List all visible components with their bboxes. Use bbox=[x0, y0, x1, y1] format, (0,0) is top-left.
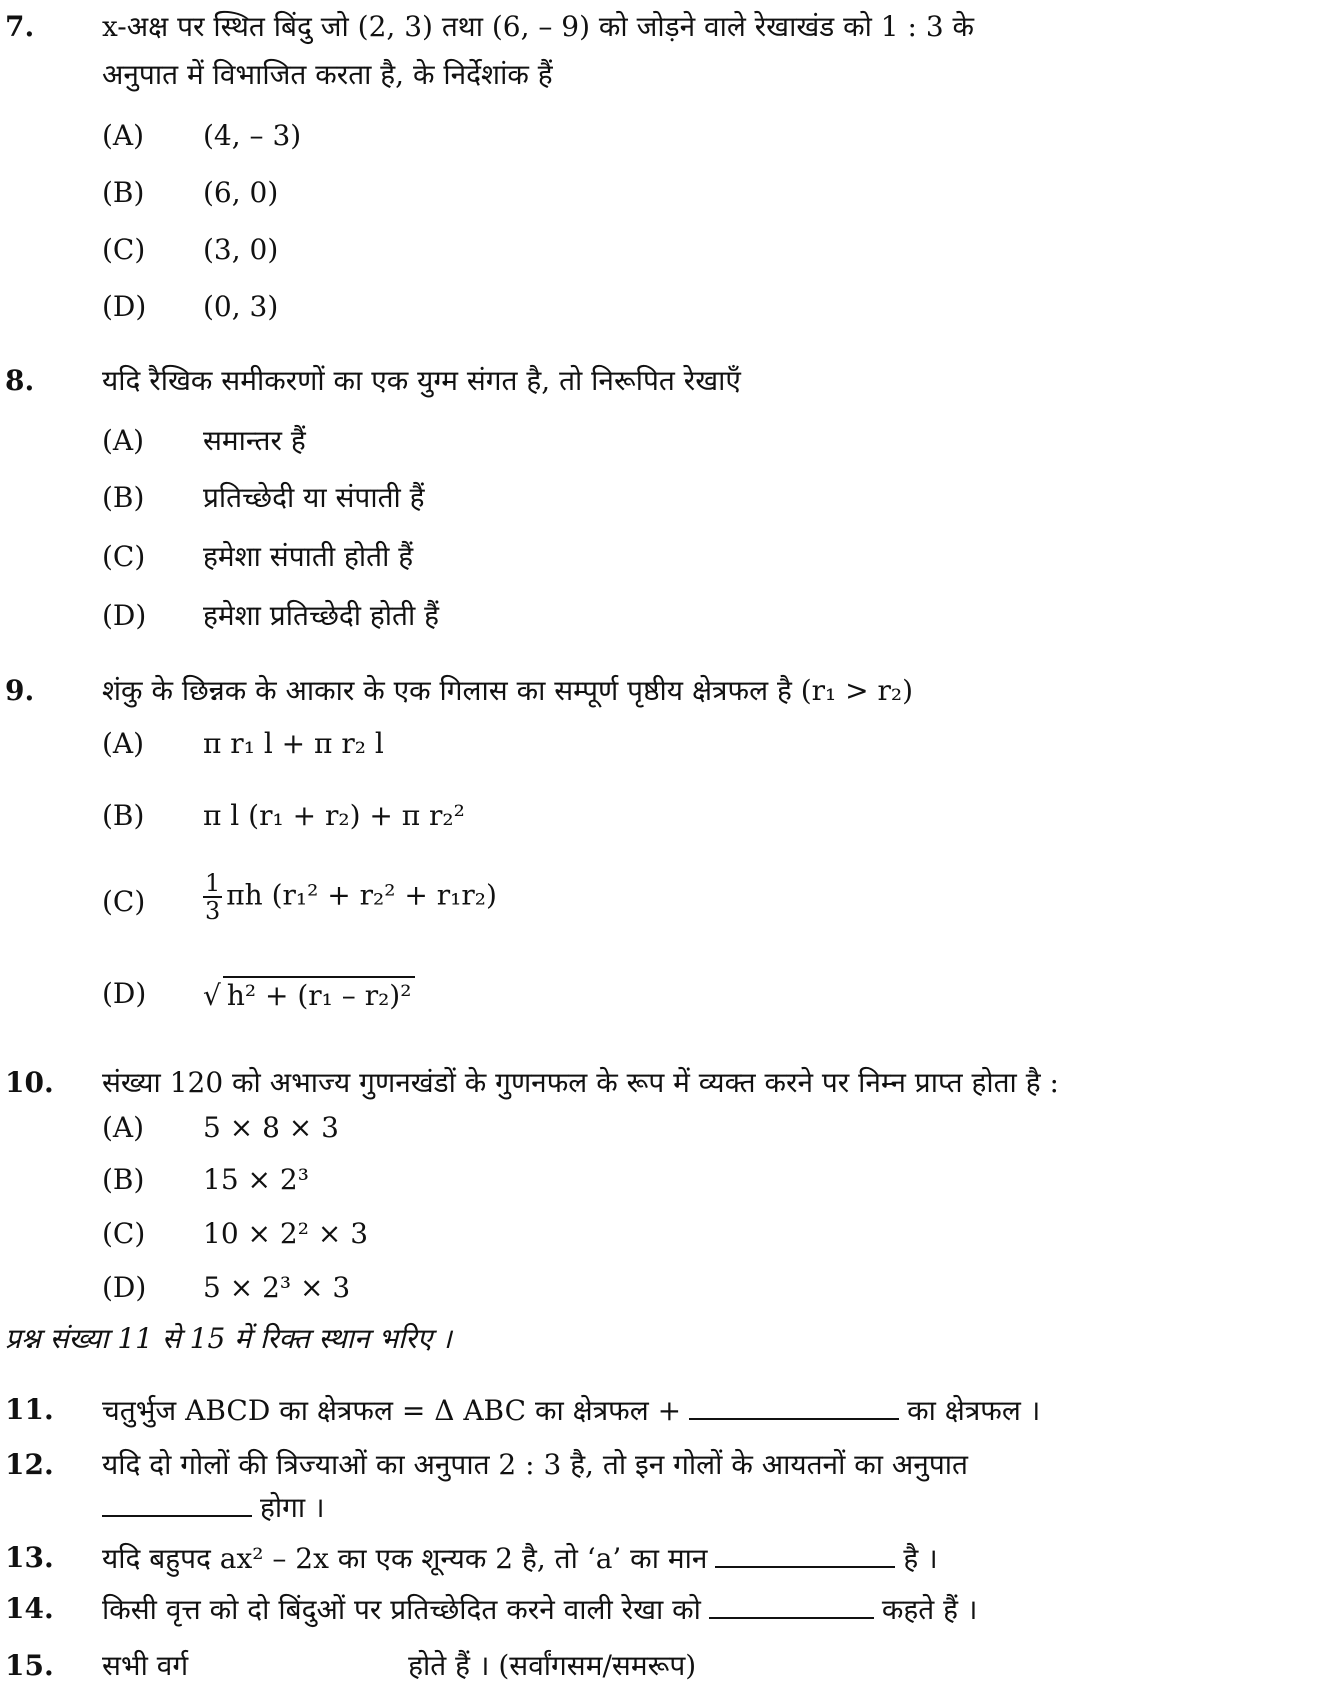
option-value: (4, – 3) bbox=[203, 119, 302, 152]
question-number: 9. bbox=[5, 674, 35, 707]
option-label: (A) bbox=[102, 1111, 145, 1144]
question-text bbox=[102, 1540, 938, 1577]
text-after: का क्षेत्रफल । bbox=[907, 1394, 1041, 1427]
question-number: 12. bbox=[5, 1448, 54, 1481]
question-text: यदि रैखिक समीकरणों का एक युग्म संगत है, तो निरूपित रेखाएँ bbox=[102, 364, 741, 397]
answer-blank bbox=[709, 1591, 874, 1619]
question-number: 11. bbox=[5, 1393, 54, 1426]
answer-blank bbox=[102, 1489, 252, 1517]
option-label: (C) bbox=[102, 540, 146, 573]
option-value: (0, 3) bbox=[203, 290, 279, 323]
option-label: (C) bbox=[102, 233, 146, 266]
option-value: π r₁ l + π r₂ l bbox=[203, 727, 384, 760]
text-after: है । bbox=[903, 1542, 938, 1575]
option-value: प्रतिच्छेदी या संपाती हैं bbox=[203, 481, 425, 514]
question-text bbox=[102, 1591, 978, 1628]
question-number: 15. bbox=[5, 1649, 54, 1682]
text-before: चतुर्भुज ABCD का क्षेत्रफल = Δ ABC का क्षेत्रफल + bbox=[102, 1394, 682, 1427]
option-label: (D) bbox=[102, 599, 147, 632]
question-number: 7. bbox=[5, 10, 35, 43]
question-number: 14. bbox=[5, 1592, 54, 1625]
answer-blank bbox=[689, 1392, 899, 1420]
question-text: यदि दो गोलों की त्रिज्याओं का अनुपात 2 : 3 है, तो इन गोलों के आयतनों का अनुपात bbox=[102, 1448, 968, 1481]
option-value: समान्तर हैं bbox=[203, 424, 306, 457]
option-value-formula bbox=[203, 870, 497, 924]
instruction: प्रश्न संख्या 11 से 15 में रिक्त स्थान भरिए । bbox=[5, 1322, 452, 1355]
option-label: (B) bbox=[102, 481, 145, 514]
question-number: 10. bbox=[5, 1066, 54, 1099]
text-before: सभी वर्ग bbox=[102, 1649, 189, 1682]
question-text bbox=[102, 1648, 696, 1684]
option-label: (D) bbox=[102, 977, 147, 1010]
text-after: होते हैं । (सर्वांगसम/समरूप) bbox=[408, 1649, 697, 1682]
option-value: πh (r₁² + r₂² + r₁r₂) bbox=[226, 878, 497, 912]
question-text-cont: अनुपात में विभाजित करता है, के निर्देशांक हैं bbox=[102, 58, 553, 91]
option-label: (A) bbox=[102, 119, 145, 152]
question-text: x-अक्ष पर स्थित बिंदु जो (2, 3) तथा (6, – 9) को जोड़ने वाले रेखाखंड को 1 : 3 के bbox=[102, 10, 975, 43]
text-after: होगा । bbox=[260, 1491, 325, 1524]
option-label: (B) bbox=[102, 799, 145, 832]
option-label: (A) bbox=[102, 424, 145, 457]
option-value: (3, 0) bbox=[203, 233, 279, 266]
fraction-denominator: 3 bbox=[205, 897, 221, 925]
question-text bbox=[102, 1392, 1040, 1429]
question-number: 13. bbox=[5, 1541, 54, 1574]
option-value: 5 × 8 × 3 bbox=[203, 1111, 339, 1144]
option-label: (C) bbox=[102, 885, 146, 918]
text-before: यदि बहुपद ax² – 2x का एक शून्यक 2 है, तो ‘a’ का मान bbox=[102, 1542, 708, 1575]
text-before: किसी वृत्त को दो बिंदुओं पर प्रतिच्छेदित करने वाली रेखा को bbox=[102, 1593, 701, 1626]
question-text: शंकु के छिन्नक के आकार के एक गिलास का सम्पूर्ण पृष्ठीय क्षेत्रफल है (r₁ > r₂) bbox=[102, 674, 914, 707]
option-value: 10 × 2² × 3 bbox=[203, 1217, 369, 1250]
option-label: (D) bbox=[102, 1271, 147, 1304]
option-label: (B) bbox=[102, 1163, 145, 1196]
question-text-cont bbox=[94, 1489, 325, 1526]
option-label: (C) bbox=[102, 1217, 146, 1250]
answer-blank bbox=[715, 1540, 895, 1568]
option-value: π l (r₁ + r₂) + π r₂² bbox=[203, 799, 465, 832]
option-value: हमेशा संपाती होती हैं bbox=[203, 540, 414, 573]
option-label: (B) bbox=[102, 176, 145, 209]
text-after: कहते हैं । bbox=[881, 1593, 978, 1626]
option-value-sqrt: √ h² + (r₁ – r₂)² bbox=[203, 976, 415, 1014]
question-text: संख्या 120 को अभाज्य गुणनखंडों के गुणनफल के रूप में व्यक्त करने पर निम्न प्राप्त होता है : bbox=[102, 1066, 1059, 1099]
option-value: 15 × 2³ bbox=[203, 1163, 309, 1196]
option-label: (D) bbox=[102, 290, 147, 323]
question-number: 8. bbox=[5, 364, 35, 397]
option-value: (6, 0) bbox=[203, 176, 279, 209]
option-value: 5 × 2³ × 3 bbox=[203, 1271, 351, 1304]
option-value: h² + (r₁ – r₂)² bbox=[223, 976, 416, 1014]
fraction-numerator: 1 bbox=[205, 869, 221, 897]
fraction bbox=[203, 870, 222, 924]
option-value: हमेशा प्रतिच्छेदी होती हैं bbox=[203, 599, 440, 632]
option-label: (A) bbox=[102, 727, 145, 760]
